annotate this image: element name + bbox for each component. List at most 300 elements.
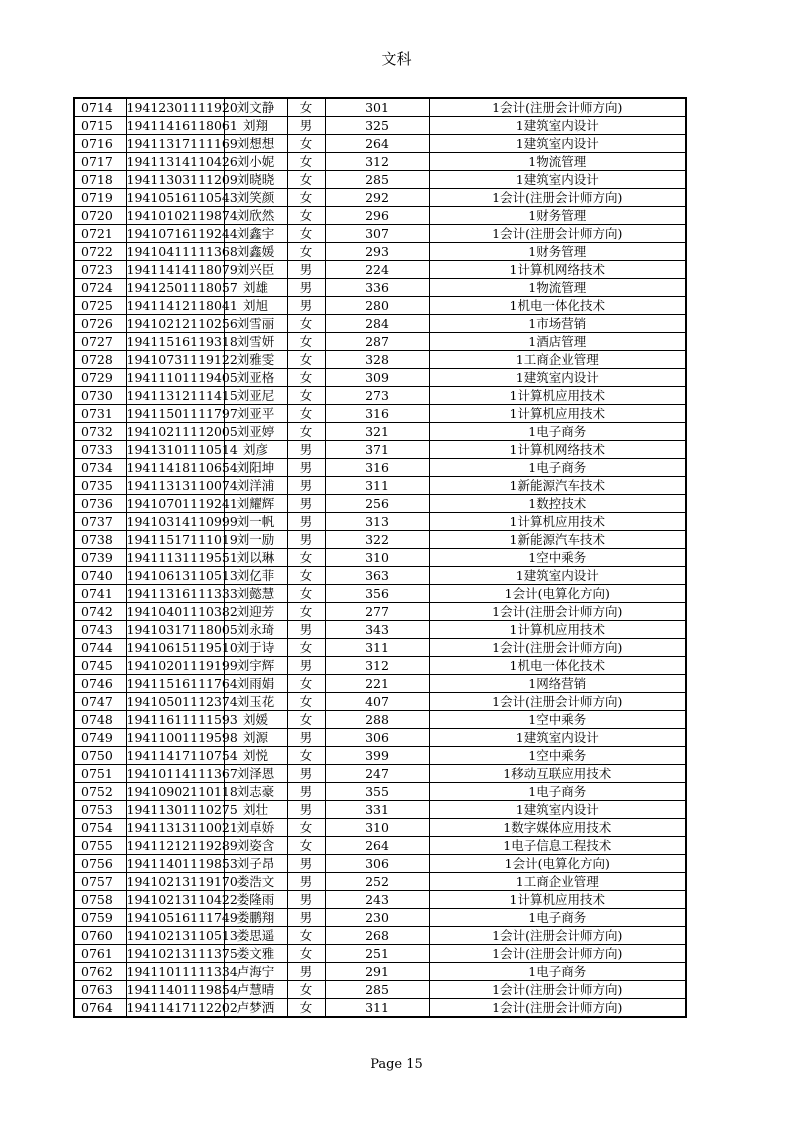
name-cell: 刘鑫宇 <box>224 225 287 243</box>
score-cell: 309 <box>325 369 429 387</box>
seq-cell: 0728 <box>74 351 126 369</box>
table-row <box>74 333 686 351</box>
exam-id-cell: 19411312111415 <box>126 388 238 403</box>
gender-cell: 女 <box>287 945 325 963</box>
seq-cell: 0753 <box>74 801 126 819</box>
exam-id-cell: 19411316111333 <box>126 586 238 601</box>
name-cell: 刘亚平 <box>224 405 287 423</box>
gender-cell: 男 <box>287 495 325 513</box>
table-row <box>74 225 686 243</box>
seq-cell: 0761 <box>74 945 126 963</box>
seq-cell: 0740 <box>74 567 126 585</box>
seq-cell: 0738 <box>74 531 126 549</box>
table-row <box>74 387 686 405</box>
gender-cell: 男 <box>287 441 325 459</box>
table-row <box>74 963 686 981</box>
score-cell: 356 <box>325 585 429 603</box>
table-row <box>74 981 686 999</box>
table-row <box>74 675 686 693</box>
score-cell: 328 <box>325 351 429 369</box>
score-cell: 287 <box>325 333 429 351</box>
major-cell: 1移动互联应用技术 <box>429 765 686 783</box>
name-cell: 刘旭 <box>224 297 287 315</box>
seq-cell: 0745 <box>74 657 126 675</box>
table-row <box>74 621 686 639</box>
exam-id-cell: 19410516110543 <box>126 190 238 205</box>
score-cell: 399 <box>325 747 429 765</box>
exam-id-cell: 19411416118061 <box>126 118 238 133</box>
gender-cell: 女 <box>287 207 325 225</box>
major-cell: 1空中乘务 <box>429 711 686 729</box>
gender-cell: 男 <box>287 873 325 891</box>
name-cell: 刘鑫媛 <box>224 243 287 261</box>
exam-id-cell: 19411516111764 <box>126 676 238 691</box>
exam-id-cell: 19411301110275 <box>126 802 238 817</box>
seq-cell: 0747 <box>74 693 126 711</box>
gender-cell: 女 <box>287 153 325 171</box>
gender-cell: 男 <box>287 261 325 279</box>
major-cell: 1会计(注册会计师方向) <box>429 981 686 999</box>
table-row <box>74 801 686 819</box>
seq-cell: 0743 <box>74 621 126 639</box>
name-cell: 刘笑颜 <box>224 189 287 207</box>
major-cell: 1计算机网络技术 <box>429 261 686 279</box>
exam-id-cell: 19410213119170 <box>126 874 238 889</box>
table-row <box>74 639 686 657</box>
gender-cell: 男 <box>287 477 325 495</box>
seq-cell: 0735 <box>74 477 126 495</box>
gender-cell: 男 <box>287 801 325 819</box>
gender-cell: 男 <box>287 855 325 873</box>
gender-cell: 男 <box>287 729 325 747</box>
exam-id-cell: 19411314110426 <box>126 154 238 169</box>
exam-id-cell: 19411517111019 <box>126 532 238 547</box>
table-row <box>74 549 686 567</box>
table-row <box>74 207 686 225</box>
score-cell: 268 <box>325 927 429 945</box>
gender-cell: 女 <box>287 189 325 207</box>
gender-cell: 男 <box>287 765 325 783</box>
name-cell: 刘洋浦 <box>224 477 287 495</box>
gender-cell: 男 <box>287 117 325 135</box>
table-row <box>74 351 686 369</box>
gender-cell: 女 <box>287 675 325 693</box>
name-cell: 刘泽恩 <box>224 765 287 783</box>
major-cell: 1会计(注册会计师方向) <box>429 189 686 207</box>
seq-cell: 0715 <box>74 117 126 135</box>
table-row <box>74 873 686 891</box>
name-cell: 刘宇辉 <box>224 657 287 675</box>
seq-cell: 0736 <box>74 495 126 513</box>
score-cell: 325 <box>325 117 429 135</box>
name-cell: 娄思遥 <box>224 927 287 945</box>
gender-cell: 女 <box>287 711 325 729</box>
name-cell: 卢慧晴 <box>224 981 287 999</box>
exam-id-cell: 19410213111375 <box>126 946 238 961</box>
major-cell: 1会计(注册会计师方向) <box>429 98 686 117</box>
exam-id-cell: 19410516111749 <box>126 910 238 925</box>
seq-cell: 0741 <box>74 585 126 603</box>
gender-cell: 女 <box>287 98 325 117</box>
table-row <box>74 927 686 945</box>
name-cell: 刘亚尼 <box>224 387 287 405</box>
name-cell: 刘雨娟 <box>224 675 287 693</box>
seq-cell: 0754 <box>74 819 126 837</box>
major-cell: 1会计(注册会计师方向) <box>429 999 686 1018</box>
name-cell: 刘源 <box>224 729 287 747</box>
major-cell: 1会计(注册会计师方向) <box>429 693 686 711</box>
score-cell: 312 <box>325 657 429 675</box>
major-cell: 1计算机应用技术 <box>429 891 686 909</box>
score-cell: 407 <box>325 693 429 711</box>
seq-cell: 0763 <box>74 981 126 999</box>
major-cell: 1物流管理 <box>429 279 686 297</box>
table-row <box>74 405 686 423</box>
name-cell: 刘姿含 <box>224 837 287 855</box>
gender-cell: 女 <box>287 837 325 855</box>
score-cell: 292 <box>325 189 429 207</box>
seq-cell: 0733 <box>74 441 126 459</box>
gender-cell: 男 <box>287 891 325 909</box>
major-cell: 1财务管理 <box>429 207 686 225</box>
score-cell: 322 <box>325 531 429 549</box>
seq-cell: 0760 <box>74 927 126 945</box>
seq-cell: 0731 <box>74 405 126 423</box>
major-cell: 1计算机应用技术 <box>429 387 686 405</box>
exam-id-cell: 19410201119199 <box>126 658 238 673</box>
seq-cell: 0759 <box>74 909 126 927</box>
seq-cell: 0729 <box>74 369 126 387</box>
score-cell: 331 <box>325 801 429 819</box>
name-cell: 刘雄 <box>224 279 287 297</box>
exam-id-cell: 19413101110514 <box>126 442 238 457</box>
major-cell: 1新能源汽车技术 <box>429 477 686 495</box>
seq-cell: 0737 <box>74 513 126 531</box>
exam-id-cell: 19410213110513 <box>126 928 238 943</box>
table-row <box>74 441 686 459</box>
table-row <box>74 819 686 837</box>
name-cell: 刘小妮 <box>224 153 287 171</box>
seq-cell: 0752 <box>74 783 126 801</box>
table-row <box>74 117 686 135</box>
gender-cell: 女 <box>287 243 325 261</box>
gender-cell: 女 <box>287 567 325 585</box>
score-cell: 307 <box>325 225 429 243</box>
table-row <box>74 693 686 711</box>
exam-id-cell: 19411313110021 <box>126 820 238 835</box>
table-row <box>74 513 686 531</box>
name-cell: 刘彦 <box>224 441 287 459</box>
table-row <box>74 261 686 279</box>
exam-id-cell: 19410411111368 <box>126 244 238 259</box>
exam-id-cell: 19412301111920 <box>126 100 238 115</box>
name-cell: 刘耀辉 <box>224 495 287 513</box>
exam-id-cell: 19410211112005 <box>126 424 238 439</box>
major-cell: 1建筑室内设计 <box>429 801 686 819</box>
name-cell: 刘亚婷 <box>224 423 287 441</box>
exam-id-cell: 19411317111169 <box>126 136 238 151</box>
seq-cell: 0721 <box>74 225 126 243</box>
score-cell: 311 <box>325 477 429 495</box>
gender-cell: 女 <box>287 981 325 999</box>
major-cell: 1电子商务 <box>429 423 686 441</box>
exam-id-cell: 19411401119854 <box>126 982 238 997</box>
gender-cell: 男 <box>287 279 325 297</box>
major-cell: 1酒店管理 <box>429 333 686 351</box>
score-cell: 264 <box>325 837 429 855</box>
name-cell: 刘永琦 <box>224 621 287 639</box>
major-cell: 1建筑室内设计 <box>429 135 686 153</box>
name-cell: 刘一励 <box>224 531 287 549</box>
seq-cell: 0739 <box>74 549 126 567</box>
table-row <box>74 657 686 675</box>
score-cell: 312 <box>325 153 429 171</box>
exam-id-cell: 19410212110256 <box>126 316 238 331</box>
score-cell: 301 <box>325 98 429 117</box>
seq-cell: 0717 <box>74 153 126 171</box>
gender-cell: 男 <box>287 963 325 981</box>
name-cell: 刘壮 <box>224 801 287 819</box>
table-row <box>74 171 686 189</box>
seq-cell: 0716 <box>74 135 126 153</box>
exam-id-cell: 19411212119289 <box>126 838 238 853</box>
name-cell: 刘懿慧 <box>224 585 287 603</box>
table-row <box>74 98 686 117</box>
score-cell: 316 <box>325 459 429 477</box>
major-cell: 1市场营销 <box>429 315 686 333</box>
seq-cell: 0718 <box>74 171 126 189</box>
gender-cell: 女 <box>287 549 325 567</box>
exam-id-cell: 19411131119551 <box>126 550 238 565</box>
score-cell: 343 <box>325 621 429 639</box>
name-cell: 刘媛 <box>224 711 287 729</box>
seq-cell: 0756 <box>74 855 126 873</box>
seq-cell: 0719 <box>74 189 126 207</box>
seq-cell: 0730 <box>74 387 126 405</box>
major-cell: 1建筑室内设计 <box>429 369 686 387</box>
table-row <box>74 297 686 315</box>
name-cell: 刘想想 <box>224 135 287 153</box>
table-row <box>74 369 686 387</box>
score-cell: 310 <box>325 819 429 837</box>
gender-cell: 男 <box>287 297 325 315</box>
table-row <box>74 135 686 153</box>
gender-cell: 女 <box>287 333 325 351</box>
major-cell: 1会计(电算化方向) <box>429 585 686 603</box>
exam-id-cell: 19410731119122 <box>126 352 238 367</box>
score-cell: 355 <box>325 783 429 801</box>
table-row <box>74 243 686 261</box>
major-cell: 1会计(注册会计师方向) <box>429 225 686 243</box>
exam-id-cell: 19410213110422 <box>126 892 238 907</box>
exam-id-cell: 19411417110754 <box>126 748 238 763</box>
gender-cell: 男 <box>287 909 325 927</box>
name-cell: 刘志豪 <box>224 783 287 801</box>
major-cell: 1新能源汽车技术 <box>429 531 686 549</box>
score-cell: 363 <box>325 567 429 585</box>
name-cell: 刘迎芳 <box>224 603 287 621</box>
major-cell: 1计算机应用技术 <box>429 621 686 639</box>
table-row <box>74 315 686 333</box>
seq-cell: 0750 <box>74 747 126 765</box>
score-cell: 310 <box>325 549 429 567</box>
table-row <box>74 477 686 495</box>
name-cell: 娄文雅 <box>224 945 287 963</box>
gender-cell: 男 <box>287 531 325 549</box>
exam-id-cell: 19410501112374 <box>126 694 238 709</box>
table-row <box>74 585 686 603</box>
name-cell: 刘雅雯 <box>224 351 287 369</box>
score-cell: 285 <box>325 171 429 189</box>
major-cell: 1会计(电算化方向) <box>429 855 686 873</box>
table-row <box>74 747 686 765</box>
major-cell: 1数控技术 <box>429 495 686 513</box>
exam-id-cell: 19411303111209 <box>126 172 238 187</box>
gender-cell: 女 <box>287 819 325 837</box>
seq-cell: 0734 <box>74 459 126 477</box>
gender-cell: 女 <box>287 387 325 405</box>
score-cell: 221 <box>325 675 429 693</box>
exam-id-cell: 19410102119874 <box>126 208 238 223</box>
exam-id-cell: 19411418110654 <box>126 460 238 475</box>
exam-id-cell: 19411412118041 <box>126 298 238 313</box>
score-cell: 264 <box>325 135 429 153</box>
exam-id-cell: 19411401119853 <box>126 856 238 871</box>
exam-id-cell: 19412501118057 <box>126 280 238 295</box>
score-cell: 285 <box>325 981 429 999</box>
name-cell: 刘于诗 <box>224 639 287 657</box>
name-cell: 刘一帆 <box>224 513 287 531</box>
gender-cell: 女 <box>287 927 325 945</box>
gender-cell: 男 <box>287 657 325 675</box>
score-cell: 288 <box>325 711 429 729</box>
name-cell: 卢梦洒 <box>224 999 287 1018</box>
name-cell: 刘阳坤 <box>224 459 287 477</box>
seq-cell: 0746 <box>74 675 126 693</box>
score-cell: 252 <box>325 873 429 891</box>
major-cell: 1电子商务 <box>429 783 686 801</box>
exam-id-cell: 19410114111367 <box>126 766 238 781</box>
table-row <box>74 891 686 909</box>
name-cell: 刘雪妍 <box>224 333 287 351</box>
table-row <box>74 459 686 477</box>
table-row <box>74 837 686 855</box>
name-cell: 刘翔 <box>224 117 287 135</box>
exam-id-cell: 19410401110382 <box>126 604 238 619</box>
gender-cell: 女 <box>287 693 325 711</box>
gender-cell: 女 <box>287 351 325 369</box>
admission-table <box>73 97 687 1018</box>
score-cell: 306 <box>325 729 429 747</box>
table-row <box>74 855 686 873</box>
table-row <box>74 531 686 549</box>
score-cell: 296 <box>325 207 429 225</box>
major-cell: 1空中乘务 <box>429 549 686 567</box>
table-row <box>74 423 686 441</box>
name-cell: 刘兴臣 <box>224 261 287 279</box>
seq-cell: 0744 <box>74 639 126 657</box>
score-cell: 316 <box>325 405 429 423</box>
seq-cell: 0749 <box>74 729 126 747</box>
major-cell: 1计算机网络技术 <box>429 441 686 459</box>
seq-cell: 0764 <box>74 999 126 1018</box>
seq-cell: 0758 <box>74 891 126 909</box>
table-row <box>74 603 686 621</box>
exam-id-cell: 19410716119244 <box>126 226 238 241</box>
seq-cell: 0742 <box>74 603 126 621</box>
gender-cell: 女 <box>287 225 325 243</box>
score-cell: 273 <box>325 387 429 405</box>
major-cell: 1会计(注册会计师方向) <box>429 639 686 657</box>
exam-id-cell: 19411101119405 <box>126 370 238 385</box>
name-cell: 刘以琳 <box>224 549 287 567</box>
gender-cell: 男 <box>287 513 325 531</box>
gender-cell: 男 <box>287 621 325 639</box>
name-cell: 刘悦 <box>224 747 287 765</box>
name-cell: 娄隆雨 <box>224 891 287 909</box>
seq-cell: 0726 <box>74 315 126 333</box>
major-cell: 1计算机应用技术 <box>429 513 686 531</box>
score-cell: 256 <box>325 495 429 513</box>
score-cell: 284 <box>325 315 429 333</box>
exam-id-cell: 19411516119318 <box>126 334 238 349</box>
seq-cell: 0727 <box>74 333 126 351</box>
major-cell: 1机电一体化技术 <box>429 297 686 315</box>
seq-cell: 0748 <box>74 711 126 729</box>
exam-id-cell: 19410701119241 <box>126 496 238 511</box>
gender-cell: 女 <box>287 423 325 441</box>
exam-id-cell: 19411313110074 <box>126 478 238 493</box>
score-cell: 313 <box>325 513 429 531</box>
name-cell: 刘欣然 <box>224 207 287 225</box>
seq-cell: 0724 <box>74 279 126 297</box>
gender-cell: 女 <box>287 585 325 603</box>
table-row <box>74 153 686 171</box>
seq-cell: 0725 <box>74 297 126 315</box>
score-cell: 293 <box>325 243 429 261</box>
exam-id-cell: 19411417112202 <box>126 1000 238 1015</box>
table-row <box>74 945 686 963</box>
exam-id-cell: 19410314110999 <box>126 514 238 529</box>
major-cell: 1财务管理 <box>429 243 686 261</box>
major-cell: 1电子商务 <box>429 963 686 981</box>
seq-cell: 0755 <box>74 837 126 855</box>
name-cell: 刘子昂 <box>224 855 287 873</box>
seq-cell: 0720 <box>74 207 126 225</box>
major-cell: 1电子商务 <box>429 459 686 477</box>
score-cell: 291 <box>325 963 429 981</box>
major-cell: 1数字媒体应用技术 <box>429 819 686 837</box>
gender-cell: 女 <box>287 369 325 387</box>
table-row <box>74 567 686 585</box>
exam-id-cell: 19411611111593 <box>126 712 238 727</box>
gender-cell: 女 <box>287 603 325 621</box>
table-row <box>74 495 686 513</box>
score-cell: 306 <box>325 855 429 873</box>
exam-id-cell: 19411414118079 <box>126 262 238 277</box>
score-cell: 247 <box>325 765 429 783</box>
score-cell: 371 <box>325 441 429 459</box>
score-cell: 311 <box>325 639 429 657</box>
score-cell: 230 <box>325 909 429 927</box>
major-cell: 1电子商务 <box>429 909 686 927</box>
score-cell: 336 <box>325 279 429 297</box>
table-row <box>74 999 686 1018</box>
table-row <box>74 729 686 747</box>
name-cell: 刘亿菲 <box>224 567 287 585</box>
exam-id-cell: 19411501111797 <box>126 406 238 421</box>
score-cell: 224 <box>325 261 429 279</box>
